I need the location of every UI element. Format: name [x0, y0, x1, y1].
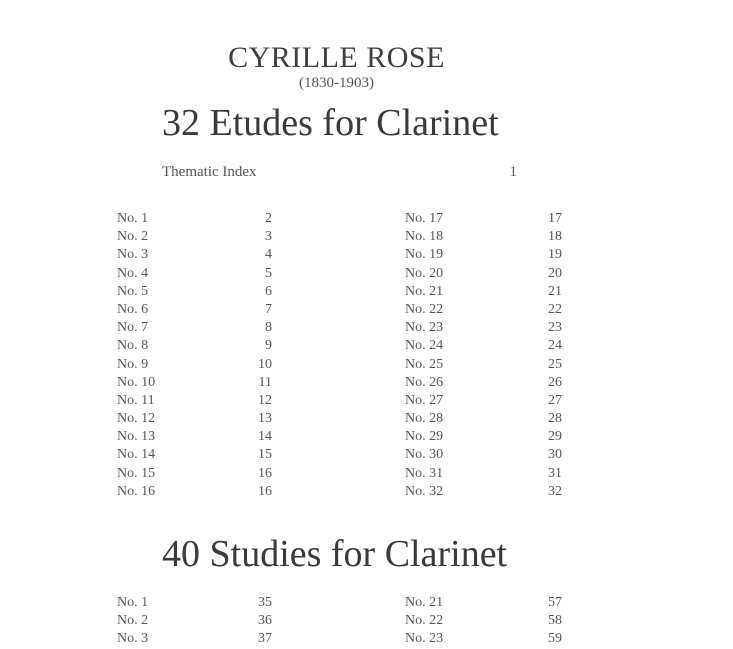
entry-page: 57 — [548, 595, 562, 610]
entry-page: 24 — [548, 338, 562, 354]
entry-page: 4 — [265, 247, 272, 263]
entry-page: 22 — [548, 301, 562, 317]
entry-label[interactable]: No. 6 — [117, 301, 149, 317]
entry-label[interactable]: No. 31 — [405, 465, 444, 481]
entry-label[interactable]: No. 16 — [117, 483, 156, 499]
table-row — [0, 319, 733, 337]
table-row — [0, 210, 733, 228]
entry-label[interactable]: No. 21 — [405, 595, 444, 610]
entry-page: 11 — [258, 374, 272, 390]
entry-label[interactable]: No. 17 — [405, 211, 444, 226]
entry-label[interactable]: No. 28 — [405, 411, 444, 427]
entry-page: 8 — [265, 320, 272, 336]
table-row — [0, 228, 733, 246]
composer-dates: (1830-1903) — [299, 75, 374, 91]
entry-label[interactable]: No. 14 — [117, 447, 156, 463]
entry-label[interactable]: No. 22 — [405, 613, 444, 629]
entry-page: 6 — [265, 283, 272, 299]
table-row — [0, 428, 733, 446]
entry-page: 10 — [258, 356, 272, 372]
entry-label[interactable]: No. 19 — [405, 247, 444, 263]
entry-page: 19 — [548, 247, 562, 263]
entry-page: 25 — [548, 356, 562, 372]
entry-label[interactable]: No. 32 — [405, 483, 444, 499]
entry-label[interactable]: No. 15 — [117, 465, 156, 481]
entry-label[interactable]: No. 20 — [405, 265, 444, 281]
entry-page: 37 — [258, 631, 272, 647]
entry-label[interactable]: No. 12 — [117, 411, 156, 427]
composer-name: CYRILLE ROSE — [228, 41, 445, 74]
entry-label[interactable]: No. 23 — [405, 631, 444, 647]
entry-label[interactable]: No. 23 — [405, 320, 444, 336]
entry-page: 27 — [548, 392, 562, 408]
entry-page: 31 — [548, 465, 562, 481]
table-row — [0, 356, 733, 374]
entry-page: 36 — [258, 613, 272, 629]
entry-label[interactable]: No. 8 — [117, 338, 149, 354]
entry-page: 14 — [258, 429, 272, 445]
entry-page: 16 — [258, 483, 272, 499]
entry-page: 5 — [265, 265, 272, 281]
entry-page: 16 — [258, 465, 272, 481]
entry-label[interactable]: No. 2 — [117, 229, 149, 245]
entry-label[interactable]: No. 3 — [117, 631, 149, 647]
entry-page: 9 — [265, 338, 272, 354]
entry-page: 30 — [548, 447, 562, 463]
table-row — [0, 374, 733, 392]
entry-label[interactable]: No. 22 — [405, 301, 444, 317]
entry-page: 3 — [265, 229, 272, 245]
entry-label[interactable]: No. 25 — [405, 356, 444, 372]
entry-page: 29 — [548, 429, 562, 445]
entry-label[interactable]: No. 11 — [117, 392, 155, 408]
entry-page: 18 — [548, 229, 562, 245]
thematic-index-entry[interactable] — [162, 164, 517, 181]
contents-table-32-etudes — [0, 210, 733, 501]
entry-label[interactable]: No. 13 — [117, 429, 156, 445]
entry-label[interactable]: No. 18 — [405, 229, 444, 245]
entry-label[interactable]: No. 30 — [405, 447, 444, 463]
table-row — [0, 446, 733, 464]
entry-label[interactable]: No. 24 — [405, 338, 444, 354]
entry-page: 12 — [258, 392, 272, 408]
entry-page: 35 — [258, 595, 272, 610]
table-row — [0, 483, 733, 501]
entry-page: 15 — [258, 447, 272, 463]
table-row — [0, 465, 733, 483]
table-row — [0, 337, 733, 355]
entry-label[interactable]: No. 21 — [405, 283, 444, 299]
entry-label[interactable]: No. 1 — [117, 595, 149, 610]
entry-label[interactable]: No. 3 — [117, 247, 149, 263]
entry-page: 58 — [548, 613, 562, 629]
entry-page: 17 — [548, 211, 562, 226]
thematic-index-label: Thematic Index — [162, 164, 257, 180]
section-title-32-etudes: 32 Etudes for Clarinet — [162, 102, 499, 144]
section-title-40-studies: 40 Studies for Clarinet — [162, 533, 508, 575]
entry-page: 26 — [548, 374, 562, 390]
table-row — [0, 265, 733, 283]
entry-page: 2 — [265, 211, 272, 226]
table-row — [0, 594, 733, 612]
entry-page: 28 — [548, 411, 562, 427]
entry-label[interactable]: No. 4 — [117, 265, 149, 281]
entry-page: 32 — [548, 483, 562, 499]
contents-table-40-studies — [0, 594, 733, 649]
entry-page: 21 — [548, 283, 562, 299]
entry-label[interactable]: No. 1 — [117, 211, 149, 226]
table-row — [0, 630, 733, 648]
entry-label[interactable]: No. 10 — [117, 374, 156, 390]
entry-label[interactable]: No. 29 — [405, 429, 444, 445]
table-row — [0, 410, 733, 428]
entry-label[interactable]: No. 9 — [117, 356, 149, 372]
table-row — [0, 392, 733, 410]
entry-label[interactable]: No. 7 — [117, 320, 149, 336]
entry-page: 23 — [548, 320, 562, 336]
entry-label[interactable]: No. 26 — [405, 374, 444, 390]
table-row — [0, 612, 733, 630]
table-row — [0, 283, 733, 301]
entry-page: 7 — [265, 301, 272, 317]
table-row — [0, 246, 733, 264]
table-row — [0, 301, 733, 319]
entry-page: 59 — [548, 631, 562, 647]
entry-label[interactable]: No. 27 — [405, 392, 444, 408]
thematic-index-page: 1 — [509, 164, 517, 180]
entry-label[interactable]: No. 2 — [117, 613, 149, 629]
entry-label[interactable]: No. 5 — [117, 283, 149, 299]
entry-page: 20 — [548, 265, 562, 281]
entry-page: 13 — [258, 411, 272, 427]
